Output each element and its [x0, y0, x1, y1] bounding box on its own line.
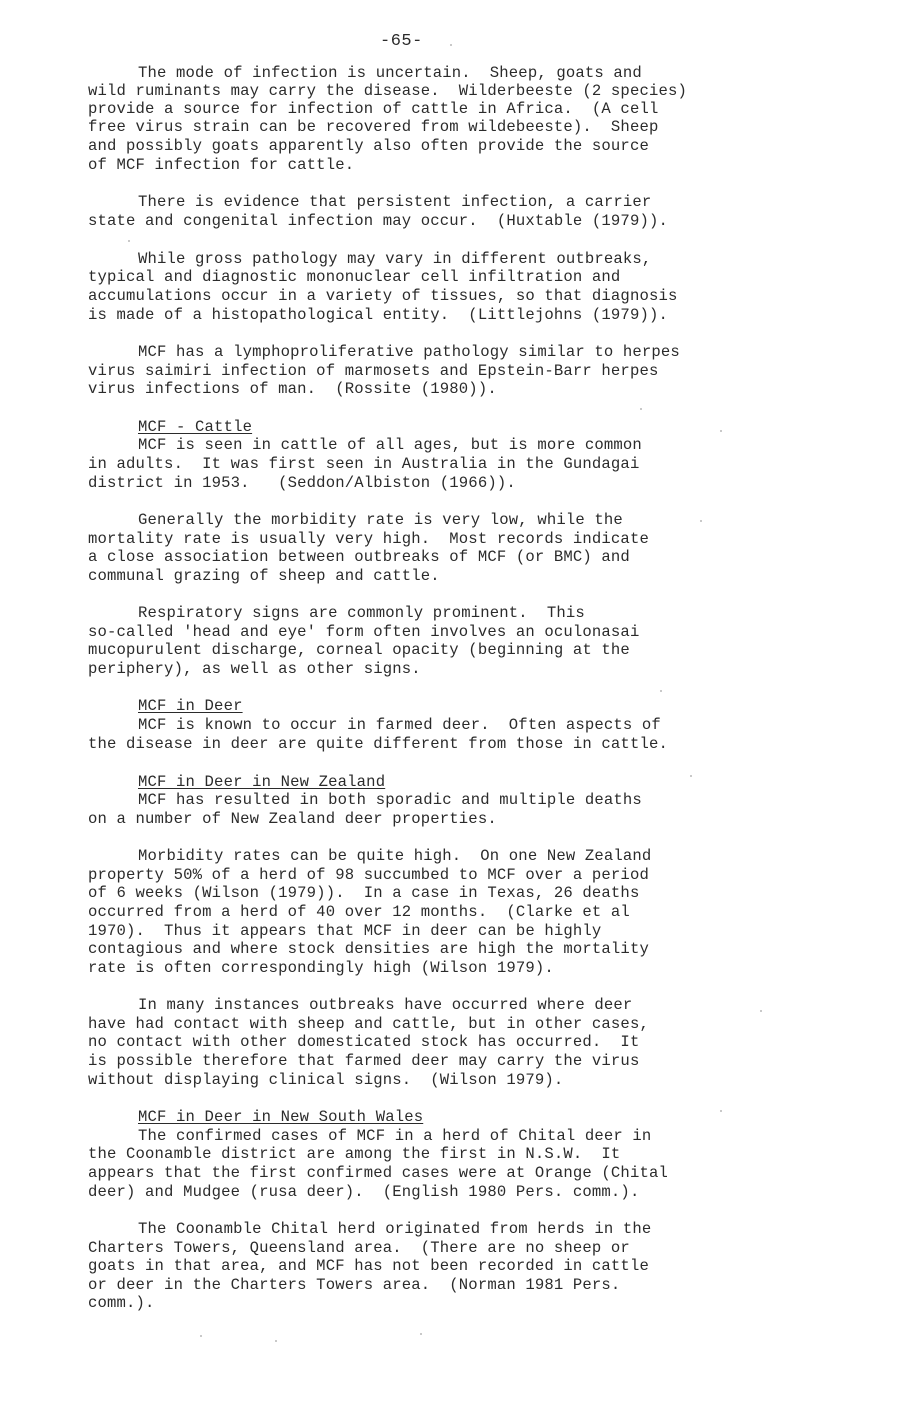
text-line: or deer in the Charters Towers area. (Norman 1981 Pers.: [88, 1276, 621, 1294]
scan-speck: [760, 1010, 762, 1012]
text-line: periphery), as well as other signs.: [88, 660, 421, 678]
text-line: Charters Towers, Queensland area. (There are no sheep or: [88, 1239, 630, 1257]
scan-speck: [720, 430, 722, 432]
scan-speck: [420, 1333, 422, 1335]
text-line: MCF is known to occur in farmed deer. Often aspects of: [138, 716, 661, 734]
text-line: 1970). Thus it appears that MCF in deer can be highly: [88, 922, 602, 940]
scan-speck: [450, 44, 452, 46]
text-line: provide a source for infection of cattle in Africa. (A cell: [88, 100, 659, 118]
text-line: free virus strain can be recovered from wildebeeste). Sheep: [88, 118, 659, 136]
text-line: virus infections of man. (Rossite (1980)).: [88, 380, 497, 398]
text-line: property 50% of a herd of 98 succumbed to MCF over a period: [88, 866, 649, 884]
section-heading: MCF - Cattle: [138, 418, 253, 436]
text-line: in adults. It was first seen in Australia in the Gundagai: [88, 455, 640, 473]
text-line: The Coonamble Chital herd originated from herds in the: [138, 1220, 652, 1238]
text-line: Respiratory signs are commonly prominent. This: [138, 604, 585, 622]
text-line: In many instances outbreaks have occurred where deer: [138, 996, 633, 1014]
section-heading: MCF in Deer in New Zealand: [138, 773, 386, 791]
text-line: goats in that area, and MCF has not been recorded in cattle: [88, 1257, 649, 1275]
scan-speck: [128, 240, 130, 242]
text-line: district in 1953. (Seddon/Albiston (1966)).: [88, 474, 516, 492]
text-line: typical and diagnostic mononuclear cell infiltration and: [88, 268, 621, 286]
scan-speck: [640, 408, 642, 410]
text-line: The confirmed cases of MCF in a herd of Chital deer in: [138, 1127, 652, 1145]
text-line: is made of a histopathological entity. (Littlejohns (1979)).: [88, 306, 668, 324]
text-line: occurred from a herd of 40 over 12 months. (Clarke et al: [88, 903, 630, 921]
text-line: contagious and where stock densities are high the mortality: [88, 940, 649, 958]
scan-speck: [700, 520, 702, 522]
text-line: of 6 weeks (Wilson (1979)). In a case in Texas, 26 deaths: [88, 884, 640, 902]
text-line: rate is often correspondingly high (Wilson 1979).: [88, 959, 554, 977]
section-heading: MCF in Deer in New South Wales: [138, 1108, 424, 1126]
section-heading: MCF in Deer: [138, 697, 243, 715]
text-line: comm.).: [88, 1294, 155, 1312]
text-line: Morbidity rates can be quite high. On one New Zealand: [138, 847, 652, 865]
text-line: appears that the first confirmed cases were at Orange (Chital: [88, 1164, 668, 1182]
text-line: communal grazing of sheep and cattle.: [88, 567, 440, 585]
text-line: without displaying clinical signs. (Wilson 1979).: [88, 1071, 564, 1089]
scan-speck: [690, 775, 692, 777]
scan-speck: [720, 1110, 722, 1112]
text-line: state and congenital infection may occur. (Huxtable (1979)).: [88, 212, 668, 230]
text-line: so-called 'head and eye' form often involves an oculonasai: [88, 623, 640, 641]
text-line: Generally the morbidity rate is very low, while the: [138, 511, 623, 529]
text-line: MCF has a lymphoproliferative pathology similar to herpes: [138, 343, 680, 361]
scan-speck: [275, 1340, 277, 1342]
page-number: -65-: [380, 32, 423, 51]
text-line: MCF has resulted in both sporadic and multiple deaths: [138, 791, 642, 809]
text-line: wild ruminants may carry the disease. Wilderbeeste (2 species): [88, 82, 687, 100]
text-line: There is evidence that persistent infection, a carrier: [138, 193, 652, 211]
text-line: deer) and Mudgee (rusa deer). (English 1980 Pers. comm.).: [88, 1183, 640, 1201]
scan-speck: [660, 690, 662, 692]
text-line: virus saimiri infection of marmosets and Epstein-Barr herpes: [88, 362, 659, 380]
text-line: no contact with other domesticated stock has occurred. It: [88, 1033, 640, 1051]
text-line: The mode of infection is uncertain. Sheep, goats and: [138, 64, 642, 82]
text-line: While gross pathology may vary in different outbreaks,: [138, 250, 652, 268]
text-line: MCF is seen in cattle of all ages, but is more common: [138, 436, 642, 454]
text-line: have had contact with sheep and cattle, but in other cases,: [88, 1015, 649, 1033]
text-line: the disease in deer are quite different from those in cattle.: [88, 735, 668, 753]
text-line: a close association between outbreaks of MCF (or BMC) and: [88, 548, 630, 566]
text-line: mucopurulent discharge, corneal opacity (beginning at the: [88, 641, 630, 659]
text-line: mortality rate is usually very high. Most records indicate: [88, 530, 649, 548]
text-line: is possible therefore that farmed deer may carry the virus: [88, 1052, 640, 1070]
text-line: and possibly goats apparently also often provide the source: [88, 137, 649, 155]
scan-speck: [200, 1335, 202, 1337]
text-line: accumulations occur in a variety of tissues, so that diagnosis: [88, 287, 678, 305]
text-line: on a number of New Zealand deer properties.: [88, 810, 497, 828]
text-line: of MCF infection for cattle.: [88, 156, 355, 174]
text-line: the Coonamble district are among the first in N.S.W. It: [88, 1145, 621, 1163]
